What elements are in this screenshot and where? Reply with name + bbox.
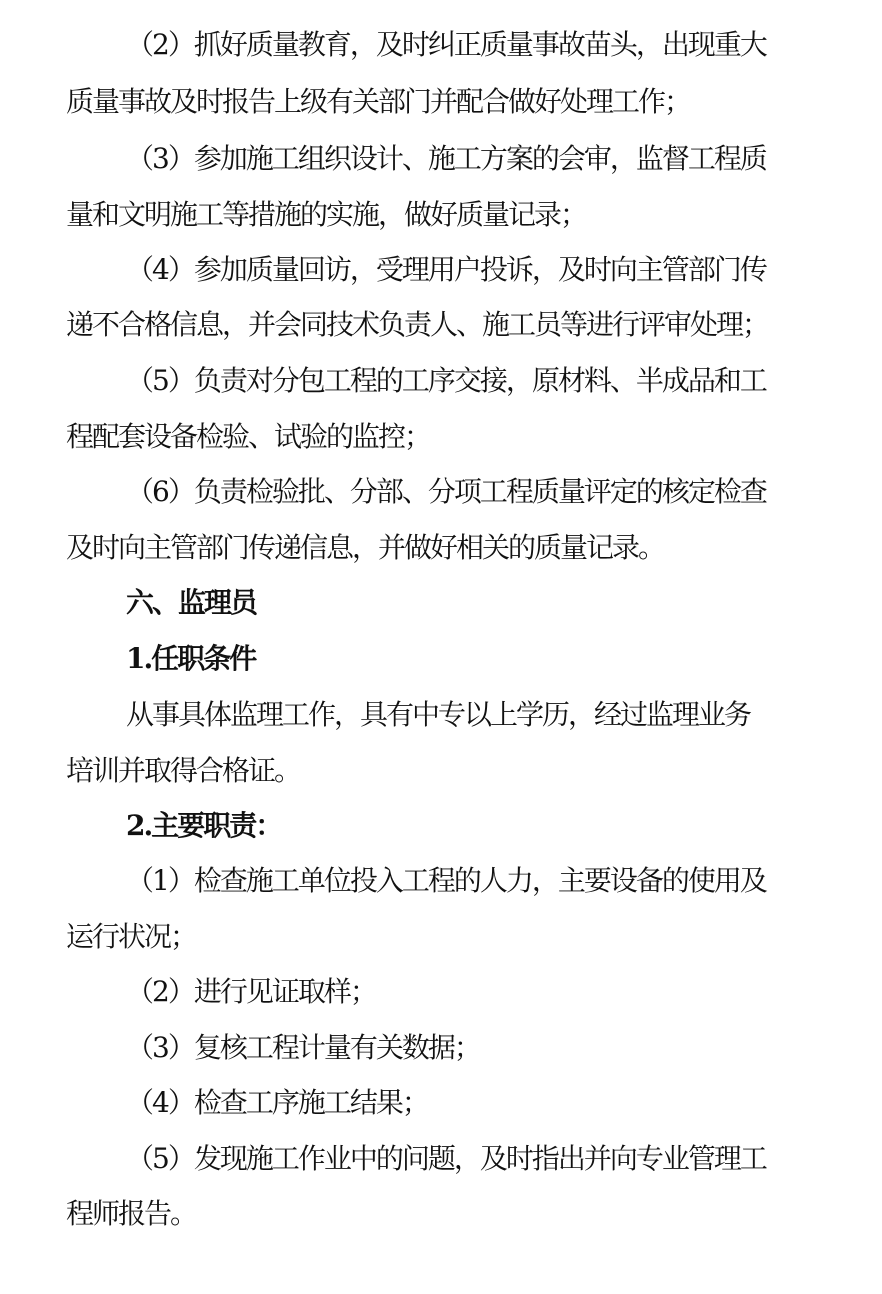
item-3-line-1: （3）参加施工组织设计、施工方案的会审，监督工程质 xyxy=(126,142,766,175)
item-4-line-2: 递不合格信息，并会同技术负责人、施工员等进行评审处理； xyxy=(66,308,769,341)
qualifications-line-1: 从事具体监理工作，具有中专以上学历，经过监理业务 xyxy=(126,698,751,731)
subheading-qualifications: 1.任职条件 xyxy=(126,642,256,675)
item-4-line-1: （4）参加质量回访，受理用户投诉，及时向主管部门传 xyxy=(126,253,766,286)
duty-2-line: （2）进行见证取样； xyxy=(126,975,376,1008)
duty-3-line: （3）复核工程计量有关数据； xyxy=(126,1031,480,1064)
item-5-line-1: （5）负责对分包工程的工序交接，原材料、半成品和工 xyxy=(126,364,766,397)
duty-5-line-2: 程师报告。 xyxy=(66,1197,197,1230)
duty-5-line-1: （5）发现施工作业中的问题，及时指出并向专业管理工 xyxy=(126,1142,766,1175)
qualifications-line-2: 培训并取得合格证。 xyxy=(66,754,301,787)
duty-1-line-2: 运行状况； xyxy=(66,920,197,953)
item-2-line-1: （2）抓好质量教育，及时纠正质量事故苗头，出现重大 xyxy=(126,28,766,61)
duty-1-line-1: （1）检查施工单位投入工程的人力，主要设备的使用及 xyxy=(126,864,766,897)
item-6-line-2: 及时向主管部门传递信息，并做好相关的质量记录。 xyxy=(66,531,665,564)
item-3-line-2: 量和文明施工等措施的实施，做好质量记录； xyxy=(66,198,587,231)
item-2-line-2: 质量事故及时报告上级有关部门并配合做好处理工作； xyxy=(66,85,691,118)
item-5-line-2: 程配套设备检验、试验的监控； xyxy=(66,420,431,453)
section-heading: 六、监理员 xyxy=(126,586,257,619)
subheading-duties: 2.主要职责： xyxy=(126,809,282,842)
item-6-line-1: （6）负责检验批、分部、分项工程质量评定的核定检查 xyxy=(126,475,766,508)
duty-4-line: （4）检查工序施工结果； xyxy=(126,1086,428,1119)
